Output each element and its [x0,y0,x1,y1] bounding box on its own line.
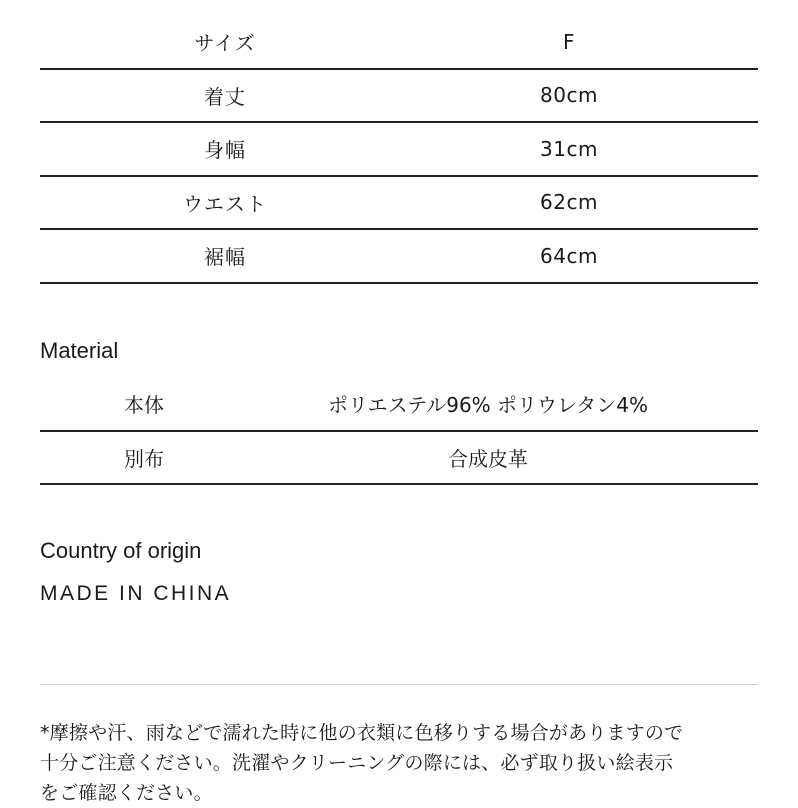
size-table [40,16,758,284]
material-main-value: ポリエステル96% ポリウレタン4% [328,393,648,418]
origin-heading: Country of origin [40,538,202,563]
width-label: 身幅 [204,138,246,163]
size-row [40,16,758,70]
size-label: サイズ [194,31,256,56]
care-note-line: をご確認ください。 [40,782,213,804]
waist-row [40,177,758,231]
material-row-sub [40,432,758,486]
length-row [40,70,758,124]
material-sub-label: 別布 [124,446,164,471]
waist-value: 62cm [540,190,598,215]
width-value: 31cm [540,136,598,161]
size-value: F [562,29,575,54]
length-label: 着丈 [204,84,246,109]
hem-width-label: 裾幅 [204,245,246,270]
waist-label: ウエスト [183,191,267,216]
material-main-label: 本体 [124,393,164,418]
hem-width-row [40,230,758,284]
care-note-line: *摩擦や汗、雨などで濡れた時に他の衣類に色移りする場合がありますので [40,722,684,744]
material-row-main [40,378,758,432]
care-note [40,718,760,808]
hem-width-value: 64cm [540,243,598,268]
section-divider [40,684,758,685]
length-value: 80cm [540,83,598,108]
width-row [40,123,758,177]
material-sub-value: 合成皮革 [448,446,528,471]
origin-value: MADE IN CHINA [40,582,232,605]
care-note-line: 十分ご注意ください。洗濯やクリーニングの際には、必ず取り扱い絵表示 [40,752,674,774]
material-table [40,378,758,485]
material-heading: Material [40,338,119,363]
